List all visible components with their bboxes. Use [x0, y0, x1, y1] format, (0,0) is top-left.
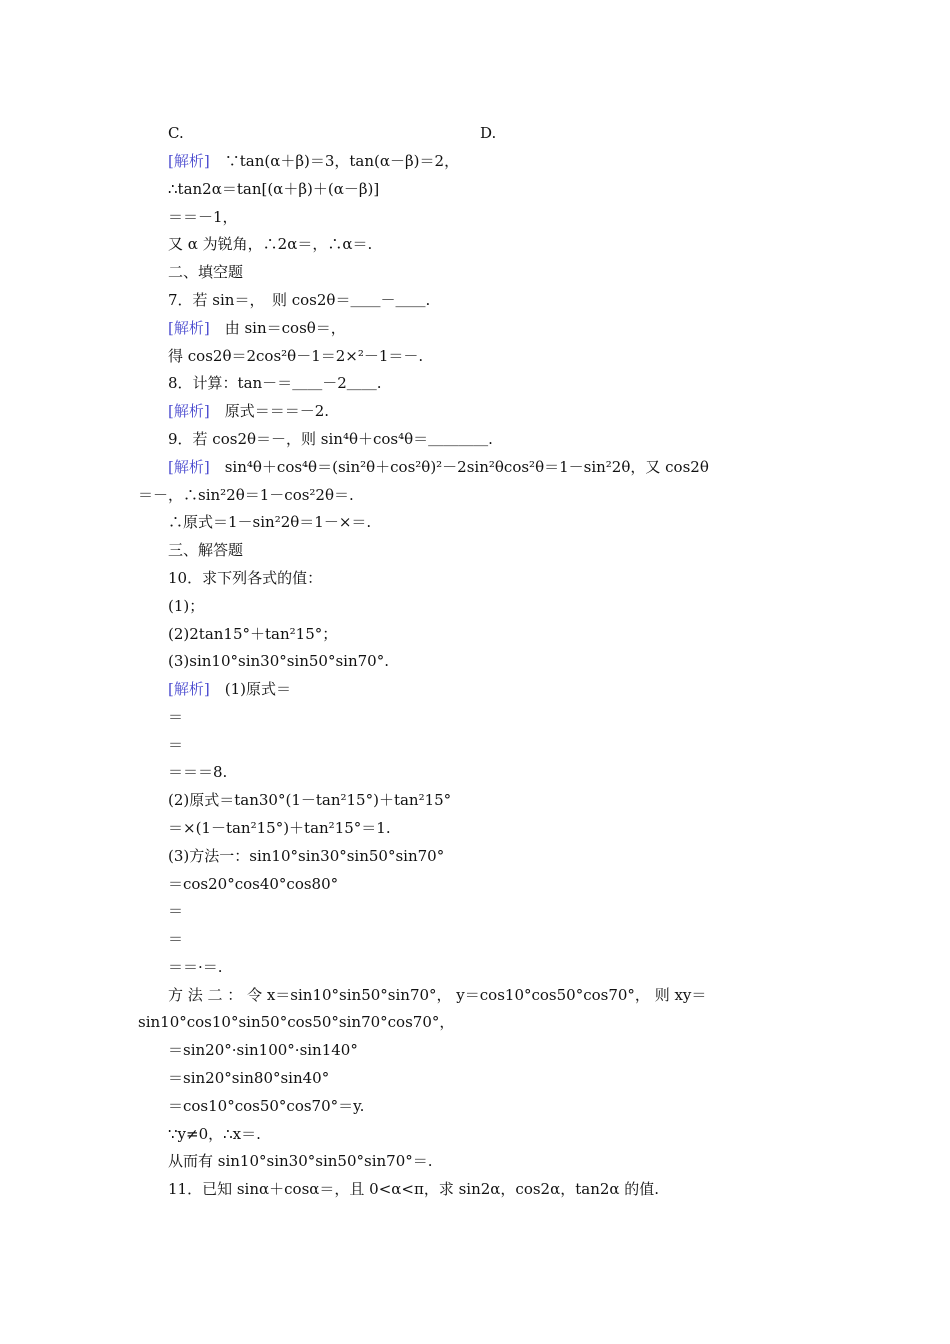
line-l18 — [168, 596, 204, 616]
section-heading — [168, 262, 243, 282]
line-l7 — [168, 290, 430, 310]
line-l20 — [168, 651, 389, 671]
line-text: 得 cos2θ＝2cos²θ－1＝2×²－1＝－. — [168, 347, 424, 365]
line-l32 — [168, 985, 706, 1005]
line-l8 — [168, 318, 346, 338]
line-text: (2)原式＝tan30°(1－tan²15°)＋tan²15° — [168, 791, 452, 809]
line-l17 — [168, 568, 322, 588]
line-text: ∴tan2α＝tan[(α＋β)＋(α－β)] — [168, 180, 380, 198]
line-l5 — [168, 234, 372, 254]
line-text: 10．求下列各式的值： — [168, 569, 323, 587]
line-text: ＝ — [168, 736, 184, 754]
line-text: ＿＿－＿＿ — [350, 291, 426, 309]
line-l35 — [168, 1068, 329, 1088]
line-text: 9．若 cos2θ＝－，则 sin⁴θ＋cos⁴θ＝＿＿＿＿. — [168, 430, 493, 448]
line-text: ＝cos20°cos40°cos80° — [168, 875, 339, 893]
line-text: sin10°cos10°sin50°cos50°sin70°cos70°， — [138, 1013, 455, 1031]
line-text: ＿＿－2＿＿ — [292, 374, 377, 392]
line-text: ＝sin20°·sin100°·sin140° — [168, 1041, 358, 1059]
line-l3 — [168, 179, 379, 199]
line-text: D. — [480, 124, 497, 142]
line-l21 — [168, 679, 291, 699]
line-l24 — [168, 762, 227, 782]
line-text: ＝－，∴sin²2θ＝1－cos²2θ＝. — [138, 486, 354, 504]
line-text: (1)； — [168, 597, 205, 615]
line-l14 — [138, 485, 354, 505]
line-l25 — [168, 790, 451, 810]
line-text: (1)原式＝ — [209, 680, 291, 698]
analysis-tag: [解析] — [168, 402, 210, 420]
line-text: ＝ — [168, 930, 184, 948]
line-l26 — [168, 818, 391, 838]
line-l12 — [168, 429, 493, 449]
analysis-tag: [解析] — [168, 319, 210, 337]
line-text: ＝＝＝8. — [168, 763, 228, 781]
analysis-tag: [解析] — [168, 152, 210, 170]
line-text: ∴原式＝1－sin²2θ＝1－×＝. — [168, 513, 372, 531]
line-l30 — [168, 929, 183, 949]
line-text: (3)方法一：sin10°sin30°sin50°sin70° — [168, 847, 445, 865]
line-text: ＝＝－1， — [168, 208, 238, 226]
line-l4 — [168, 207, 238, 227]
line-text: 由 sin＝cosθ＝， — [209, 319, 346, 337]
line-text: C. — [168, 124, 184, 142]
line-l23 — [168, 735, 183, 755]
line-l38 — [168, 1151, 433, 1171]
analysis-tag: [解析] — [168, 458, 210, 476]
line-l37 — [168, 1124, 261, 1144]
line-text: 三、解答题 — [168, 541, 244, 559]
line-l36 — [168, 1096, 364, 1116]
line-l19 — [168, 624, 337, 644]
line-text: ＝sin20°sin80°sin40° — [168, 1069, 330, 1087]
line-text: 8．计算：tan－＝ — [168, 374, 293, 392]
line-text: ∵tan(α＋β)＝3，tan(α－β)＝2， — [209, 152, 460, 170]
line-l15 — [168, 512, 371, 532]
line-text: 从而有 sin10°sin30°sin50°sin70°＝. — [168, 1152, 433, 1170]
line-l13 — [168, 457, 709, 477]
line-l31 — [168, 957, 223, 977]
line-l22 — [168, 707, 183, 727]
line-l27 — [168, 846, 444, 866]
line-text: 又 α 为锐角，∴2α＝，∴α＝. — [168, 235, 373, 253]
line-text: . — [376, 374, 382, 392]
line-l9 — [168, 346, 423, 366]
line-text: (2)2tan15°＋tan²15°； — [168, 625, 338, 643]
line-text: ＝ — [168, 708, 184, 726]
line-text: ＝ — [168, 902, 184, 920]
analysis-tag: [解析] — [168, 680, 210, 698]
line-l33 — [138, 1012, 454, 1032]
line-text: 原式＝＝＝－2. — [209, 402, 330, 420]
line-text: 7．若 sin＝， 则 cos2θ＝ — [168, 291, 351, 309]
line-text: (3)sin10°sin30°sin50°sin70°. — [168, 652, 389, 670]
line-text: . — [425, 291, 431, 309]
line-l2 — [168, 151, 459, 171]
line-l1 — [168, 123, 184, 143]
line-text: sin⁴θ＋cos⁴θ＝(sin²θ＋cos²θ)²－2sin²θcos²θ＝1－sin²2θ，又 cos2θ — [209, 458, 709, 476]
line-text: ∵y≠0，∴x＝. — [168, 1125, 261, 1143]
line-l28 — [168, 874, 338, 894]
line-text: ＝cos10°cos50°cos70°＝y. — [168, 1097, 365, 1115]
line-l39 — [168, 1179, 659, 1199]
line-l34 — [168, 1040, 358, 1060]
line-text: 二、填空题 — [168, 263, 244, 281]
line-l10 — [168, 373, 382, 393]
line-text: 11．已知 sinα＋cosα＝，且 0<α<π，求 sin2α，cos2α，tan2α 的值. — [168, 1180, 660, 1198]
line-l29 — [168, 901, 183, 921]
section-heading — [168, 540, 243, 560]
line-l11 — [168, 401, 329, 421]
line-text: ＝＝·＝. — [168, 958, 223, 976]
line-text: ＝×(1－tan²15°)＋tan²15°＝1. — [168, 819, 391, 837]
line-text: 方 法 二 ： 令 x＝sin10°sin50°sin70°， y＝cos10°cos50°cos70°， 则 xy＝ — [168, 986, 707, 1004]
line-l1b — [480, 123, 496, 143]
